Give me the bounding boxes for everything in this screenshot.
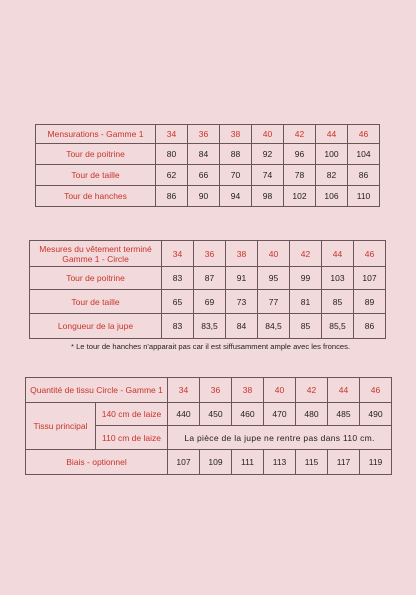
group-label: Tissu principal (26, 403, 96, 450)
size-header: 40 (258, 241, 290, 267)
table-cell: 84 (226, 314, 258, 339)
table-cell: 460 (232, 403, 264, 426)
table-cell: 103 (322, 267, 354, 290)
table-cell: 95 (258, 267, 290, 290)
table-cell: 89 (354, 290, 386, 314)
size-header: 40 (264, 378, 296, 403)
row-label: Tour de poitrine (30, 267, 162, 290)
table-cell: 86 (156, 186, 188, 207)
table-cell: 113 (264, 450, 296, 475)
table-title: Mensurations - Gamme 1 (36, 125, 156, 144)
size-header: 44 (322, 241, 354, 267)
table-cell: 84 (188, 144, 220, 165)
garment-measurements-table (29, 240, 386, 339)
size-header: 38 (226, 241, 258, 267)
table-cell: 83 (162, 267, 194, 290)
table-title: Mesures du vêtement terminé Gamme 1 - Circle (30, 241, 162, 267)
footnote: * Le tour de hanches n'apparait pas car il est siffusamment ample avec les fronces. (71, 342, 351, 351)
table-cell: 85,5 (322, 314, 354, 339)
size-header: 46 (348, 125, 380, 144)
table-cell: 107 (354, 267, 386, 290)
table-cell: 110 (348, 186, 380, 207)
table-cell: 115 (296, 450, 328, 475)
row-label: Tour de poitrine (36, 144, 156, 165)
table-title: Quantité de tissu Circle - Gamme 1 (26, 378, 168, 403)
fabric-quantity-table (25, 377, 392, 475)
table-cell: 80 (156, 144, 188, 165)
measurements-table (35, 124, 380, 207)
table-cell: 107 (168, 450, 200, 475)
table-row (36, 186, 380, 207)
table-cell: 104 (348, 144, 380, 165)
row-label: Tour de taille (30, 290, 162, 314)
table-cell: 91 (226, 267, 258, 290)
table-row (30, 290, 386, 314)
table-cell: 490 (360, 403, 392, 426)
table-cell: 88 (220, 144, 252, 165)
table-row (26, 403, 392, 426)
size-header: 36 (200, 378, 232, 403)
table-cell: 470 (264, 403, 296, 426)
table-cell: 100 (316, 144, 348, 165)
table-cell: 84,5 (258, 314, 290, 339)
row-label: Tour de hanches (36, 186, 156, 207)
table-cell: 96 (284, 144, 316, 165)
size-header: 34 (162, 241, 194, 267)
table-cell: 73 (226, 290, 258, 314)
table-cell: 69 (194, 290, 226, 314)
table-cell: 70 (220, 165, 252, 186)
table-cell: 86 (348, 165, 380, 186)
size-header: 44 (328, 378, 360, 403)
table-cell: 111 (232, 450, 264, 475)
table-cell: 480 (296, 403, 328, 426)
table-cell: 94 (220, 186, 252, 207)
table-cell: 78 (284, 165, 316, 186)
table-row (36, 144, 380, 165)
table-cell: 485 (328, 403, 360, 426)
table-cell: 102 (284, 186, 316, 207)
table-cell: 82 (316, 165, 348, 186)
table-row (30, 267, 386, 290)
table-cell: 65 (162, 290, 194, 314)
table-cell: 92 (252, 144, 284, 165)
size-header: 46 (360, 378, 392, 403)
table-cell: 74 (252, 165, 284, 186)
table-cell: 62 (156, 165, 188, 186)
size-header: 34 (156, 125, 188, 144)
size-header: 34 (168, 378, 200, 403)
table-cell: 98 (252, 186, 284, 207)
table-row (30, 314, 386, 339)
size-header: 44 (316, 125, 348, 144)
table-cell: 440 (168, 403, 200, 426)
table-cell: 85 (322, 290, 354, 314)
table-cell: 450 (200, 403, 232, 426)
table-cell: 99 (290, 267, 322, 290)
size-header: 42 (284, 125, 316, 144)
table-row (26, 450, 392, 475)
table-cell: 87 (194, 267, 226, 290)
table-header-row (26, 378, 392, 403)
size-header: 36 (188, 125, 220, 144)
table-row (36, 165, 380, 186)
table-cell: 83,5 (194, 314, 226, 339)
row-label: 140 cm de laize (96, 403, 168, 426)
table-cell: 66 (188, 165, 220, 186)
table-cell: 77 (258, 290, 290, 314)
table-header-row (36, 125, 380, 144)
table-cell: 85 (290, 314, 322, 339)
size-header: 42 (296, 378, 328, 403)
table-cell: 106 (316, 186, 348, 207)
size-header: 42 (290, 241, 322, 267)
table-cell: 81 (290, 290, 322, 314)
row-label: Biais - optionnel (26, 450, 168, 475)
size-header: 36 (194, 241, 226, 267)
table-cell: 117 (328, 450, 360, 475)
size-header: 40 (252, 125, 284, 144)
size-header: 38 (232, 378, 264, 403)
row-label: 110 cm de laize (96, 426, 168, 450)
size-header: 46 (354, 241, 386, 267)
table-header-row (30, 241, 386, 267)
table-cell: 83 (162, 314, 194, 339)
table-cell: 90 (188, 186, 220, 207)
merged-note-cell: La pièce de la jupe ne rentre pas dans 110 cm. (168, 426, 392, 450)
table-cell: 119 (360, 450, 392, 475)
table-cell: 109 (200, 450, 232, 475)
row-label: Longueur de la jupe (30, 314, 162, 339)
row-label: Tour de taille (36, 165, 156, 186)
table-cell: 86 (354, 314, 386, 339)
size-header: 38 (220, 125, 252, 144)
